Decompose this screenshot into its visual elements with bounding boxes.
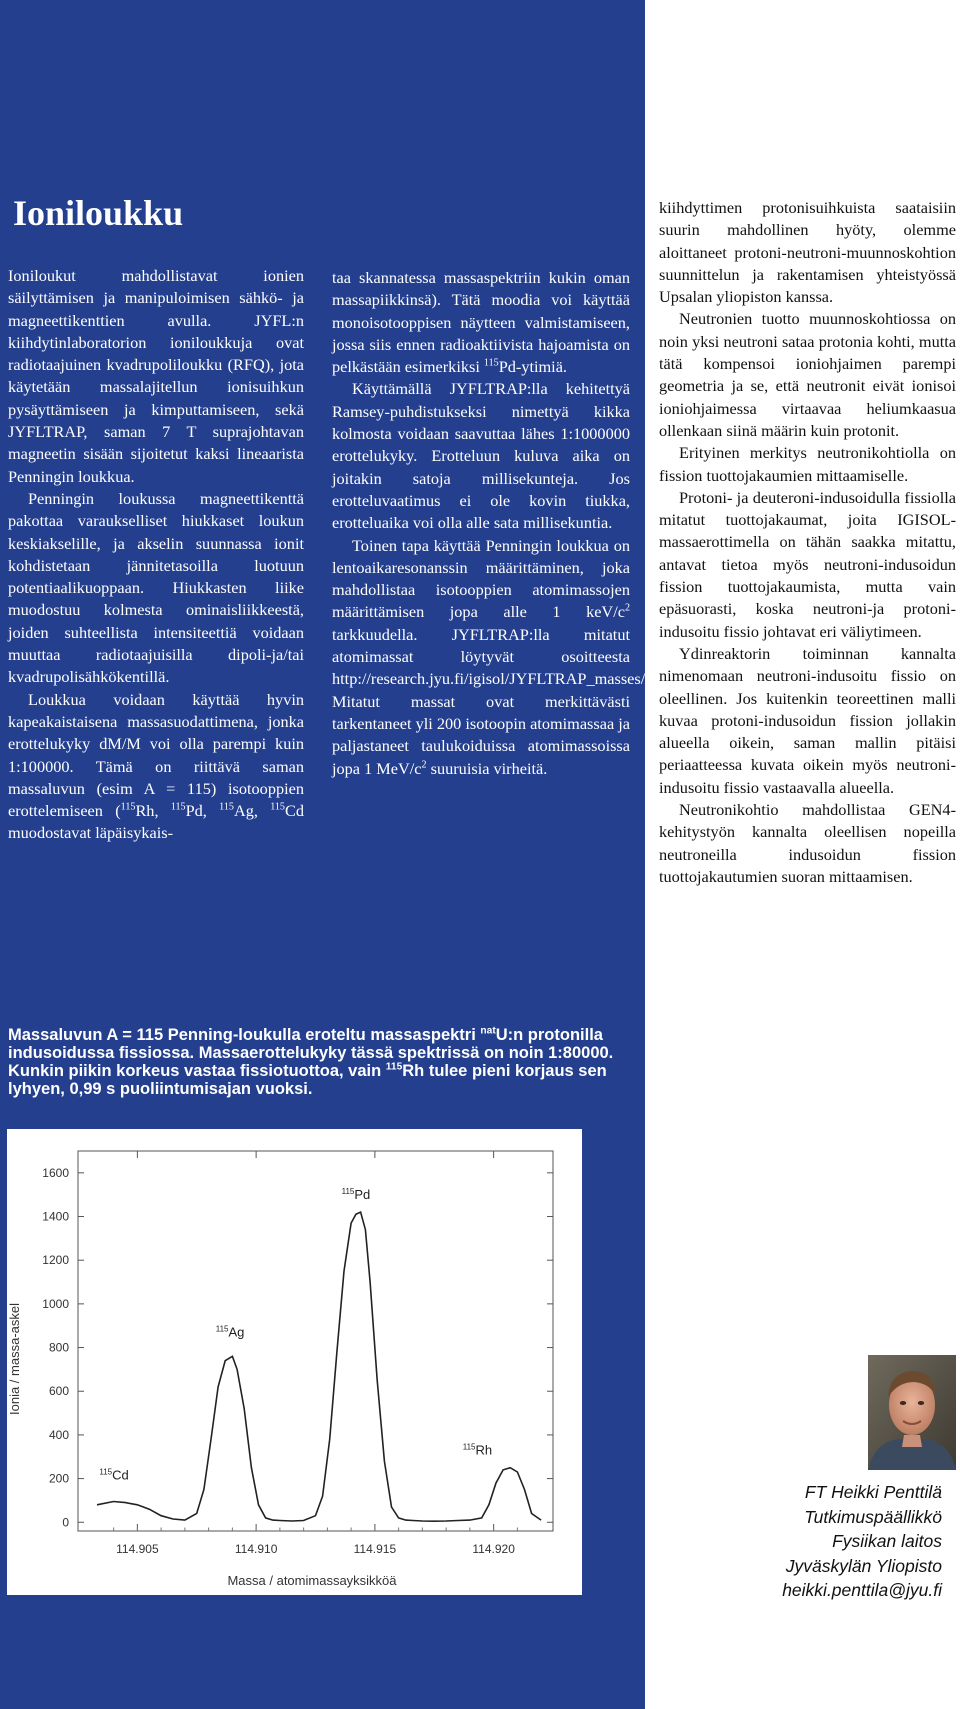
x-tick-label: 114.905 <box>116 1542 159 1556</box>
paragraph: Erityinen merkitys neutronikohtiolla on fission tuottojakaumien mittaamiselle. <box>659 443 956 485</box>
text-column-3 <box>659 197 956 888</box>
x-tick-label: 114.910 <box>234 1542 278 1556</box>
x-axis-label: Massa / atomimassayksikköä <box>227 1573 397 1588</box>
page-title: Ioniloukku <box>13 193 184 233</box>
y-tick-label: 0 <box>62 1515 69 1530</box>
paragraph: Neutronien tuotto muunnoskohtiossa on noin yksi neutroni sataa protonia kohti, mutta tätä kompensoi ioniohjaimen parempi geometria ja se, että neutronit eivät ionisoi ioniohjaimessa virtaavaa heliumkaasua ollenkaan siinä määrin kuin protonit. <box>659 309 956 440</box>
paragraph: Käyttämällä JYFLTRAP:lla kehitettyä Ramsey-puhdistukseksi nimettyä kikka kolmosta voidaan saavuttaa lähes 1:1000000 erottelukyky. Erotteluun kuluva aika on joitakin satoja millisekunteja. Jos erotteluvaatimus ei ole kovin tiukka, erotteluaika voi olla alle sata millisekuntia. <box>332 379 630 533</box>
x-tick-label: 114.915 <box>353 1542 397 1556</box>
person-portrait-icon <box>868 1355 956 1470</box>
paragraph: kiihdyttimen protonisuihkuista saataisiin suurin mahdollinen hyöty, olemme aloittaneet protoni-neutroni-muunnoskohtion suunnittelun ja rakentamisen yhteistyössä Upsalan yliopiston kanssa. <box>659 198 956 307</box>
figure-caption: Massaluvun A = 115 Penning-loukulla eroteltu massaspektri $^{nat}$U:n protonilla indusoidussa fissiossa. Massaerottelukyky tässä spektrissä on noin 1:80000. Kunkin piikin korkeus vastaa fissiotuottoa, vain $^{115}$Rh tulee pieni korjaus sen lyhyen, 0,99 s puoliintumisajan vuoksi. <box>8 1025 614 1098</box>
x-tick-label: 114.920 <box>472 1542 515 1556</box>
y-tick-label: 1000 <box>42 1296 69 1311</box>
y-tick-label: 200 <box>48 1471 69 1486</box>
contact-email[interactable]: heikki.penttila@jyu.fi <box>782 1580 942 1600</box>
y-axis-label: Ionia / massa-askel <box>7 1303 22 1415</box>
y-tick-label: 600 <box>48 1384 69 1399</box>
text-column-2 <box>332 267 650 780</box>
y-tick-label: 1400 <box>42 1209 69 1224</box>
y-tick-label: 1200 <box>42 1253 69 1268</box>
plot-frame <box>78 1151 553 1531</box>
peak-label: $^{115}$Pd <box>341 1187 371 1203</box>
contact-department: Fysiikan laitos <box>832 1531 942 1551</box>
paragraph: taa skannatessa massaspektriin kukin oman massapiikkinsä). Tätä moodia voi käyttää monoisotooppisen näytteen valmistamiseen, jossa siis ennen radioaktiivista hajoamista on pelkästään esimerkiksi $^{115}$Pd-ytimiä. <box>332 268 630 377</box>
portrait-photo <box>868 1355 956 1470</box>
y-tick-label: 800 <box>48 1340 69 1355</box>
paragraph: Protoni- ja deuteroni-indusoidulla fissiolla mitatut tuottojakaumat, joita IGISOL-massaerottimella on tähän saakka mitattu, antavat tietoa myös neutroni-indusoidun fission tuottojakaumista, mutta vain epäsuorasti, koska neutroni-ja protoni-indusoitu fissio johtavat eri väliytimeen. <box>659 487 956 641</box>
peak-label: $^{115}$Cd <box>99 1467 129 1483</box>
paragraph: Loukkua voidaan käyttää hyvin kapeakaistaisena massasuodattimena, jonka erottelukyky dM/M voi olla parempi kuin 1:100000. Tämä on riittävä saman massaluvun (esim A = 115) isotooppien erottelemiseen ($^{115}$Rh, $^{115}$Pd, $^{115}$Ag, $^{115}$Cd muodostavat läpäisykais- <box>8 689 304 843</box>
peak-label: $^{115}$Rh <box>462 1442 493 1458</box>
text-column-1 <box>8 265 304 845</box>
paragraph: Neutronikohtio mahdollistaa GEN4-kehitystyön kannalta oleellisen nopeilla neutroneilla indusoidun fission tuottojakautumien suoran mittaamisen. <box>659 800 956 886</box>
chart-svg <box>7 1129 582 1595</box>
paragraph: Toinen tapa käyttää Penningin loukkua on lentoaikaresonanssin määrittäminen, joka mahdollistaa isotooppien atomimassojen määrittämisen jopa alle 1 keV/$c^2$ tarkkuudella. JYFLTRAP:lla mitatut atomimassat löytyvät osoitteesta http://research.jyu.fi/igisol/JYFLTRAP_masses/. Mitatut massat ovat merkittävästi tarkentaneet yli 200 isotoopin atomimassaa ja paljastaneet taulukoiduissa atomimassoissa jopa 1 MeV/$c^2$ suuruisia virheitä. <box>332 535 650 778</box>
y-tick-label: 1600 <box>42 1165 69 1180</box>
contact-organization: Jyväskylän Yliopisto <box>785 1555 942 1576</box>
contact-block <box>642 1480 942 1603</box>
y-tick-label: 400 <box>48 1427 69 1442</box>
paragraph: Ioniloukut mahdollistavat ionien säilyttämisen ja manipuloimisen sähkö- ja magneettikenttien avulla. JYFL:n kiihdytinlaboratorion ioniloukkuja ovat radiotaajuinen kvadrupoliloukku (RFQ), jota käytetään massalajitellun ionisuihkun pysäyttämiseen ja kimputtamiseen, sekä JYFLTRAP, saman 7 T suprajohtavan magneetin sisään sijoitetut kaksi lineaarista Penningin loukkua. <box>8 266 304 486</box>
paragraph: Penningin loukussa magneettikenttä pakottaa varaukselliset hiukkaset loukun keskiakselille, ja akselin suunnassa ionit kohdistetaan jännitetasoilla luotuun potentiaalikuoppaan. Hiukkasten liike muodostuu kolmesta ominaisliikkeestä, joiden suhteellista intensiteettiä voidaan muuttaa radiotaajuisilla dipoli-ja/tai kvadrupolisähkökentillä. <box>8 488 304 687</box>
contact-name: FT Heikki Penttilä <box>804 1482 942 1502</box>
peak-label: $^{115}$Ag <box>215 1324 245 1340</box>
mass-spectrum-chart <box>7 1129 582 1595</box>
contact-role: Tutkimuspäällikkö <box>804 1506 942 1527</box>
paragraph: Ydinreaktorin toiminnan kannalta nimenomaan neutroni-indusoitu fissio on oleellinen. Jos kuitenkin teoreettinen malli kuvaa protoni-indusoidun fission jollakin alueella oikein, saman mallin pitäisi periaatteessa kuvata oikein myös neutroni-indusoitu fissio vastaavalla alueella. <box>659 643 956 797</box>
